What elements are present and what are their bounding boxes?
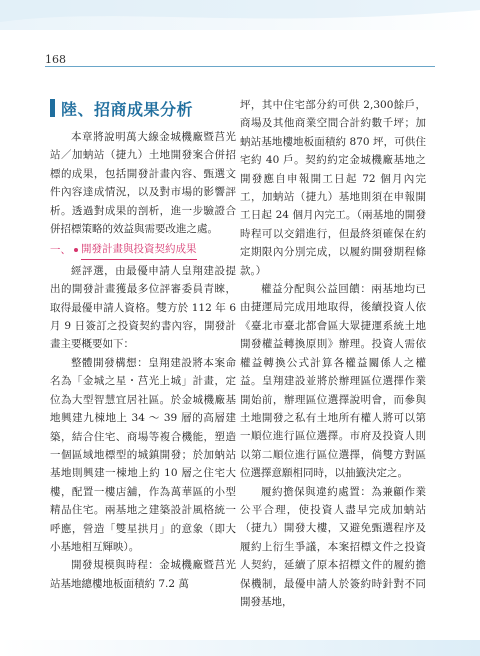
page-number: 168 [45, 53, 66, 66]
subsection-heading [50, 240, 236, 259]
section-title: 陸、招商成果分析 [61, 99, 194, 119]
evaluation-paragraph: 經評選，由最優申請人皇翔建設提出的開發計畫獲最多位評審委員青睞，取得最優申請人資格。雙方於 112 年 6 月 9 日簽訂之投資契約書內容，開發計畫主要概要如下： [50, 264, 236, 351]
intro-paragraph: 本章將說明萬大線金城機廠暨莒光站／加蚋站（捷九）土地開發案合併招標的成果，包括開發計畫內容、甄選文件內容達成情況，以及對市場的影響評析。透過對成果的剖析，進一步驗證合併招標策略的效益與需要改進之處。 [50, 131, 236, 236]
right-column [240, 96, 426, 611]
header-decoration-band [0, 0, 480, 30]
header-rule [45, 66, 435, 67]
rights-allocation-paragraph: 權益分配與公益回饋：兩基地均已由捷運局完成用地取得，後續投資人依《臺北市臺北都會區大眾捷運系統土地開發權益轉換原則》辦理。投資人需依權益轉換公式計算各權益關係人之權益。皇翔建設並將於辦理區位選擇作業開始前，辦理區位選擇說明會，而參與土地開發之私有土地所有權人將可以第一順位進行區位選擇。市府及投資人則以第二順位進行區位選擇，倘雙方對區位選擇意願相同時，以抽籤決定之。 [240, 283, 426, 480]
scale-schedule-paragraph: 開發規模與時程：金城機廠暨莒光站基地總樓地板面積約 7.2 萬 [50, 559, 236, 590]
section-title-marker [50, 99, 55, 117]
footer-decoration-band [0, 640, 480, 656]
header-wave-decoration [0, 0, 480, 30]
subsection-title: 開發計畫與投資契約成果 [81, 240, 197, 259]
performance-guarantee-paragraph: 履約擔保與違約處置：為兼顧作業公平合理，使投資人盡早完成加蚋站（捷九）開發大樓，又避免甄選程序及履約上衍生爭議，本案招標文件之投資人契約，延續了原本招標文件的履約擔保機制，最優申請人於簽約時針對不同開發基地， [240, 485, 426, 608]
section-title-row [50, 88, 236, 128]
subsection-prefix: 一、 [50, 243, 71, 256]
bullet-dot-icon [74, 248, 78, 252]
scale-continuation-paragraph: 坪，其中住宅部分約可供 2,300餘戶，商場及其他商業空間合計約數千坪；加蚋站基地樓地板面積約 870 坪，可供住宅約 40 戶。契約約定金城機廠基地之開發應自申報開工日起 72 個月內完工，加蚋站（捷九）基地則須在申報開工日起 24 個月內完工。（兩基地的開發時程可以交錯進行，但最終須確保在約定期限內分別完成，以履約開發期程條款。） [240, 99, 426, 277]
left-column [50, 88, 236, 593]
development-concept-paragraph: 整體開發構想：皇翔建設將本案命名為「金城之星・莒光上城」計畫，定位為大型智慧宜居社區。於金城機廠基地興建九棟地上 34 ～ 39 層的高層建築，結合住宅、商場等複合機能，塑造一個區域地標型的城鎮開發；於加蚋站基地則興建一棟地上約 10 層之住宅大樓，配置一樓店舖，作為萬華區的小型精品住宅。兩基地之建築設計風格統一呼應，營造「雙星拱月」的意象（即大小基地相互輝映）。 [50, 356, 236, 553]
